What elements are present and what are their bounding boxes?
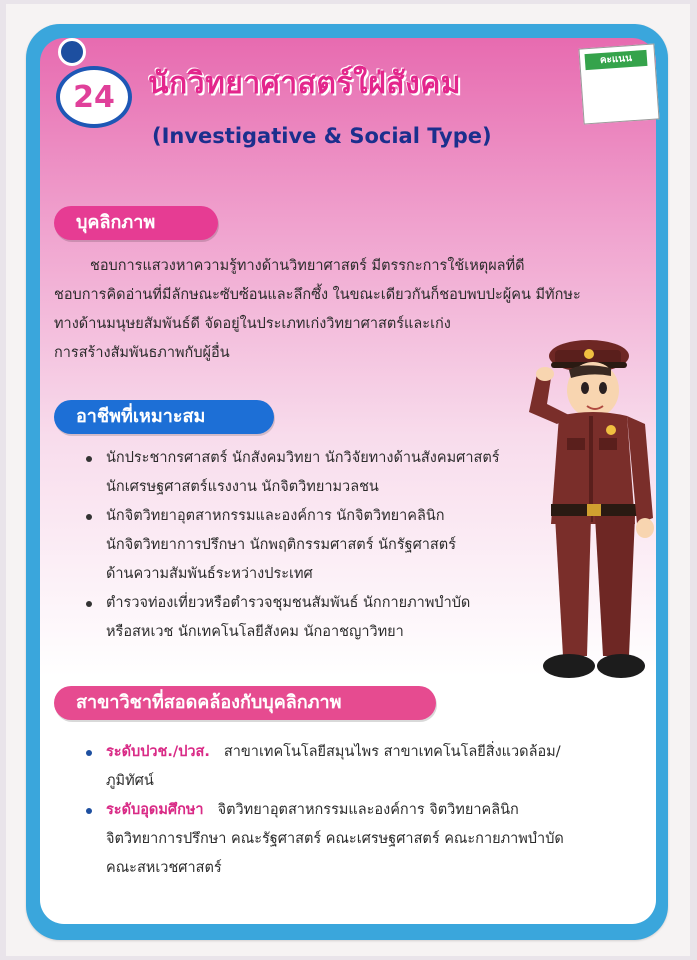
field-line: คณะสหเวชศาสตร์ [106, 860, 222, 876]
list-item [86, 796, 652, 883]
career-line: ด้านความสัมพันธ์ระหว่างประเทศ [106, 566, 313, 582]
personality-line: ชอบการแสวงหาความรู้ทางด้านวิทยาศาสตร์ มีตรรกะการใช้เหตุผลที่ดี [90, 258, 525, 274]
page-subtitle: (Investigative & Social Type) [152, 124, 492, 148]
field-text: สาขาเทคโนโลยีสมุนไพร สาขาเทคโนโลยีสิ่งแวดล้อม/ [223, 744, 561, 760]
list-item [86, 589, 556, 647]
field-text: จิตวิทยาอุตสาหกรรมและองค์การ จิตวิทยาคลินิก [217, 802, 519, 818]
careers-heading: อาชีพที่เหมาะสม [54, 400, 274, 434]
hanging-hook-icon [58, 38, 86, 66]
field-line: ภูมิทัศน์ [106, 773, 154, 789]
police-officer-illustration [511, 304, 671, 704]
page-sheet [6, 4, 690, 956]
page-title: นักวิทยาศาสตร์ใฝ่สังคม [148, 66, 462, 101]
career-line: นักเศรษฐศาสตร์แรงงาน นักจิตวิทยามวลชน [106, 479, 379, 495]
field-list [86, 738, 652, 883]
field-level-label: ระดับปวช./ปวส. [106, 744, 210, 760]
personality-line: ชอบการคิดอ่านที่มีลักษณะซับซ้อนและลึกซึ้ง ในขณะเดียวกันก็ชอบพบปะผู้คน มีทักษะ [54, 287, 581, 303]
list-item [86, 444, 556, 502]
personality-line: การสร้างสัมพันธภาพกับผู้อื่น [54, 345, 230, 361]
personality-heading: บุคลิกภาพ [54, 206, 218, 240]
field-first-line [106, 796, 652, 825]
career-line: หรือสหเวช นักเทคโนโลยีสังคม นักอาชญาวิทยา [106, 624, 404, 640]
career-line: นักจิตวิทยาการปรึกษา นักพฤติกรรมศาสตร์ นักรัฐศาสตร์ [106, 537, 456, 553]
personality-line: ทางด้านมนุษยสัมพันธ์ดี จัดอยู่ในประเภทเก่งวิทยาศาสตร์และเก่ง [54, 316, 451, 332]
fields-heading: สาขาวิชาที่สอดคล้องกับบุคลิกภาพ [54, 686, 436, 720]
field-first-line [106, 738, 652, 767]
career-line: ตำรวจท่องเที่ยวหรือตำรวจชุมชนสัมพันธ์ นักกายภาพบำบัด [106, 595, 471, 611]
list-item [86, 738, 652, 796]
score-note-icon [581, 46, 663, 122]
career-line: นักประชากรศาสตร์ นักสังคมวิทยา นักวิจัยทางด้านสังคมศาสตร์ [106, 450, 500, 466]
number-badge: 24 [56, 66, 132, 128]
career-line: นักจิตวิทยาอุตสาหกรรมและองค์การ นักจิตวิทยาคลินิก [106, 508, 445, 524]
list-item [86, 502, 556, 589]
career-list [86, 444, 556, 647]
field-level-label: ระดับอุดมศึกษา [106, 802, 204, 818]
field-line: จิตวิทยาการปรึกษา คณะรัฐศาสตร์ คณะเศรษฐศาสตร์ คณะกายภาพบำบัด [106, 831, 564, 847]
note-label: คะแนน [585, 50, 648, 70]
